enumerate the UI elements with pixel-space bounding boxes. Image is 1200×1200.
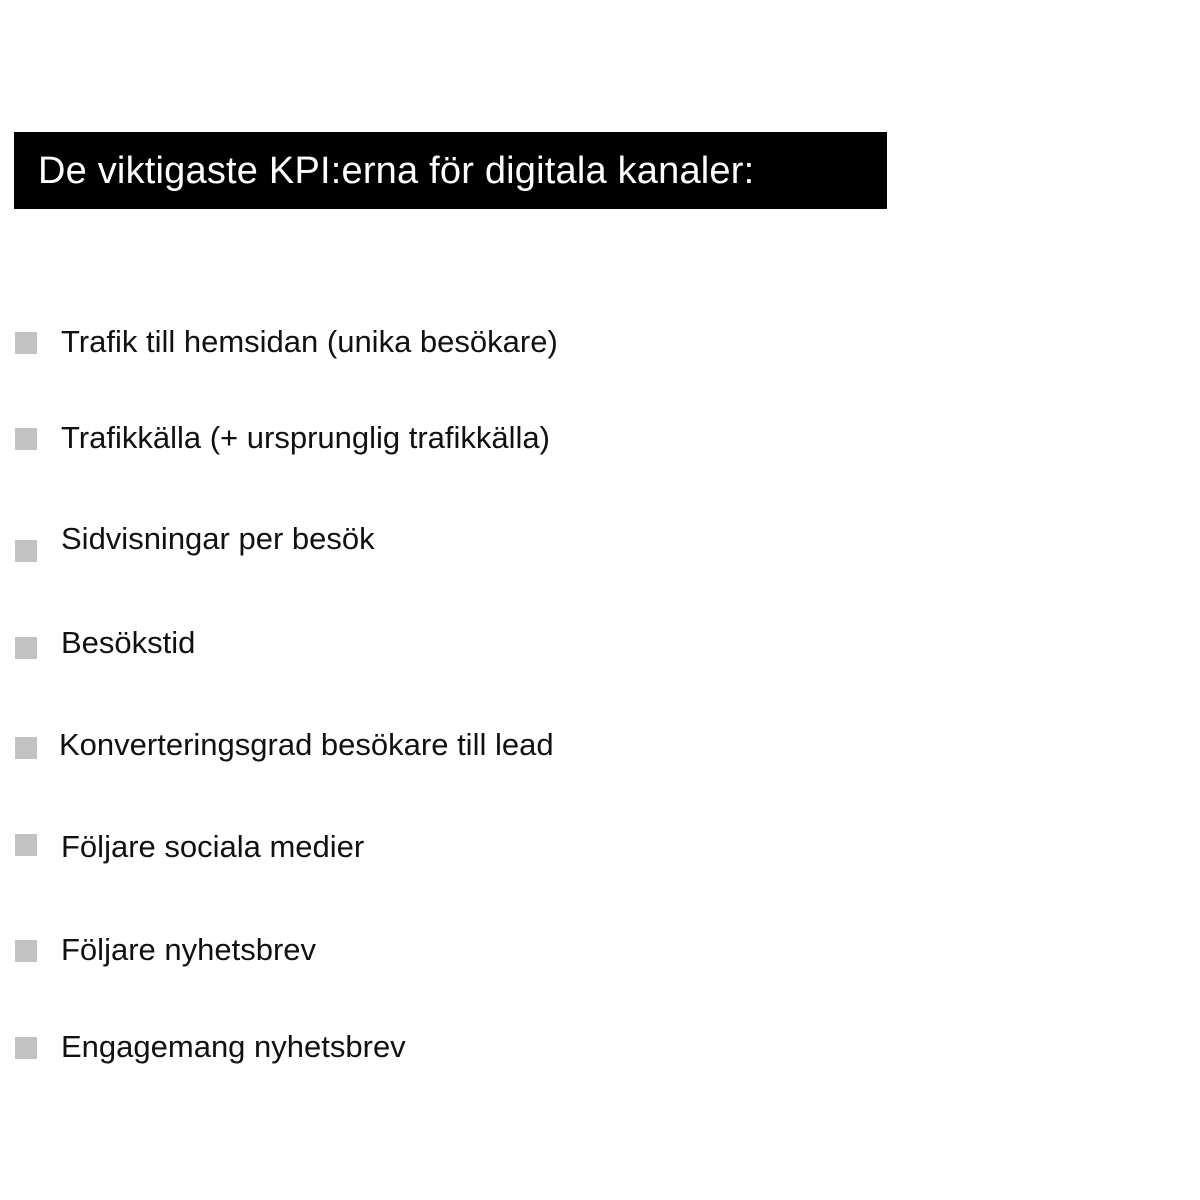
list-item bbox=[0, 519, 900, 559]
square-bullet-icon bbox=[15, 540, 37, 562]
kpi-label: Besökstid bbox=[61, 625, 196, 660]
square-bullet-icon bbox=[15, 332, 37, 354]
kpi-label: Sidvisningar per besök bbox=[61, 521, 375, 556]
kpi-label: Följare nyhetsbrev bbox=[61, 932, 317, 967]
kpi-label: Trafikkälla (+ ursprunglig trafikkälla) bbox=[61, 420, 550, 455]
square-bullet-icon bbox=[15, 637, 37, 659]
square-bullet-icon bbox=[15, 428, 37, 450]
list-item bbox=[0, 827, 900, 867]
kpi-label: Följare sociala medier bbox=[61, 829, 365, 864]
list-item bbox=[0, 418, 900, 458]
square-bullet-icon bbox=[15, 1037, 37, 1059]
kpi-label: Engagemang nyhetsbrev bbox=[61, 1029, 406, 1064]
list-item bbox=[0, 322, 900, 362]
list-item bbox=[0, 1027, 900, 1067]
list-item bbox=[0, 930, 900, 970]
square-bullet-icon bbox=[15, 940, 37, 962]
list-item bbox=[0, 623, 900, 663]
list-item bbox=[0, 725, 900, 765]
kpi-label: Trafik till hemsidan (unika besökare) bbox=[61, 324, 558, 359]
square-bullet-icon bbox=[15, 834, 37, 856]
kpi-label: Konverteringsgrad besökare till lead bbox=[59, 727, 554, 762]
square-bullet-icon bbox=[15, 737, 37, 759]
page-title: De viktigaste KPI:erna för digitala kanaler: bbox=[38, 149, 755, 192]
